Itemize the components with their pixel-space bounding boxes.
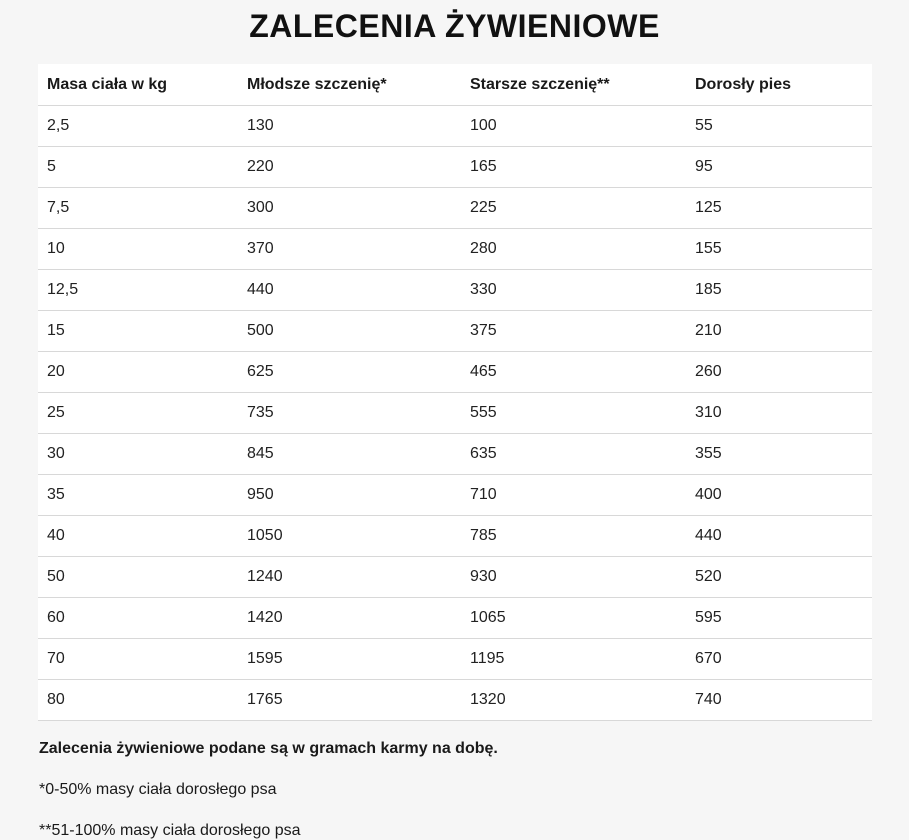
cell-body-mass: 40	[38, 516, 238, 557]
cell-young-puppy: 130	[238, 106, 461, 147]
cell-adult-dog: 740	[686, 680, 872, 721]
cell-older-puppy: 165	[461, 147, 686, 188]
cell-body-mass: 7,5	[38, 188, 238, 229]
table-row	[38, 106, 872, 147]
cell-body-mass: 2,5	[38, 106, 238, 147]
cell-adult-dog: 125	[686, 188, 872, 229]
table-row	[38, 393, 872, 434]
table-row	[38, 434, 872, 475]
cell-young-puppy: 1420	[238, 598, 461, 639]
table-row	[38, 475, 872, 516]
cell-older-puppy: 1065	[461, 598, 686, 639]
cell-older-puppy: 785	[461, 516, 686, 557]
young-puppy-footnote: *0-50% masy ciała dorosłego psa	[39, 781, 277, 798]
cell-young-puppy: 300	[238, 188, 461, 229]
header-adult-dog: Dorosły pies	[686, 64, 872, 106]
table-header-row	[38, 64, 872, 106]
cell-young-puppy: 735	[238, 393, 461, 434]
table-body	[38, 106, 872, 721]
table-row	[38, 639, 872, 680]
cell-adult-dog: 155	[686, 229, 872, 270]
cell-body-mass: 30	[38, 434, 238, 475]
table-row	[38, 147, 872, 188]
cell-body-mass: 10	[38, 229, 238, 270]
header-body-mass: Masa ciała w kg	[38, 64, 238, 106]
cell-body-mass: 35	[38, 475, 238, 516]
cell-adult-dog: 260	[686, 352, 872, 393]
feeding-table	[38, 64, 872, 721]
cell-young-puppy: 370	[238, 229, 461, 270]
cell-young-puppy: 845	[238, 434, 461, 475]
units-note: Zalecenia żywieniowe podane są w gramach karmy na dobę.	[39, 740, 498, 757]
cell-older-puppy: 635	[461, 434, 686, 475]
cell-older-puppy: 465	[461, 352, 686, 393]
table-row	[38, 598, 872, 639]
header-young-puppy: Młodsze szczenię*	[238, 64, 461, 106]
cell-adult-dog: 595	[686, 598, 872, 639]
cell-adult-dog: 400	[686, 475, 872, 516]
cell-adult-dog: 95	[686, 147, 872, 188]
cell-body-mass: 80	[38, 680, 238, 721]
cell-older-puppy: 375	[461, 311, 686, 352]
cell-young-puppy: 220	[238, 147, 461, 188]
cell-body-mass: 15	[38, 311, 238, 352]
cell-older-puppy: 225	[461, 188, 686, 229]
cell-adult-dog: 55	[686, 106, 872, 147]
cell-body-mass: 20	[38, 352, 238, 393]
cell-adult-dog: 310	[686, 393, 872, 434]
cell-body-mass: 70	[38, 639, 238, 680]
cell-adult-dog: 520	[686, 557, 872, 598]
table-row	[38, 516, 872, 557]
cell-young-puppy: 1765	[238, 680, 461, 721]
cell-adult-dog: 440	[686, 516, 872, 557]
cell-adult-dog: 670	[686, 639, 872, 680]
table-row	[38, 229, 872, 270]
cell-older-puppy: 1320	[461, 680, 686, 721]
cell-older-puppy: 330	[461, 270, 686, 311]
cell-older-puppy: 100	[461, 106, 686, 147]
cell-young-puppy: 500	[238, 311, 461, 352]
table-row	[38, 188, 872, 229]
notes	[39, 732, 879, 840]
feeding-table-container	[38, 64, 872, 721]
cell-adult-dog: 355	[686, 434, 872, 475]
cell-adult-dog: 210	[686, 311, 872, 352]
table-row	[38, 311, 872, 352]
cell-older-puppy: 1195	[461, 639, 686, 680]
cell-older-puppy: 930	[461, 557, 686, 598]
cell-body-mass: 60	[38, 598, 238, 639]
table-row	[38, 680, 872, 721]
page-title: ZALECENIA ŻYWIENIOWE	[249, 8, 660, 44]
table-row	[38, 352, 872, 393]
cell-body-mass: 50	[38, 557, 238, 598]
older-puppy-footnote: **51-100% masy ciała dorosłego psa	[39, 822, 301, 839]
cell-young-puppy: 1050	[238, 516, 461, 557]
cell-older-puppy: 555	[461, 393, 686, 434]
cell-young-puppy: 625	[238, 352, 461, 393]
cell-young-puppy: 1240	[238, 557, 461, 598]
header-older-puppy: Starsze szczenię**	[461, 64, 686, 106]
table-row	[38, 557, 872, 598]
cell-young-puppy: 950	[238, 475, 461, 516]
cell-older-puppy: 280	[461, 229, 686, 270]
cell-older-puppy: 710	[461, 475, 686, 516]
cell-adult-dog: 185	[686, 270, 872, 311]
cell-body-mass: 5	[38, 147, 238, 188]
cell-body-mass: 25	[38, 393, 238, 434]
cell-body-mass: 12,5	[38, 270, 238, 311]
table-row	[38, 270, 872, 311]
cell-young-puppy: 1595	[238, 639, 461, 680]
cell-young-puppy: 440	[238, 270, 461, 311]
